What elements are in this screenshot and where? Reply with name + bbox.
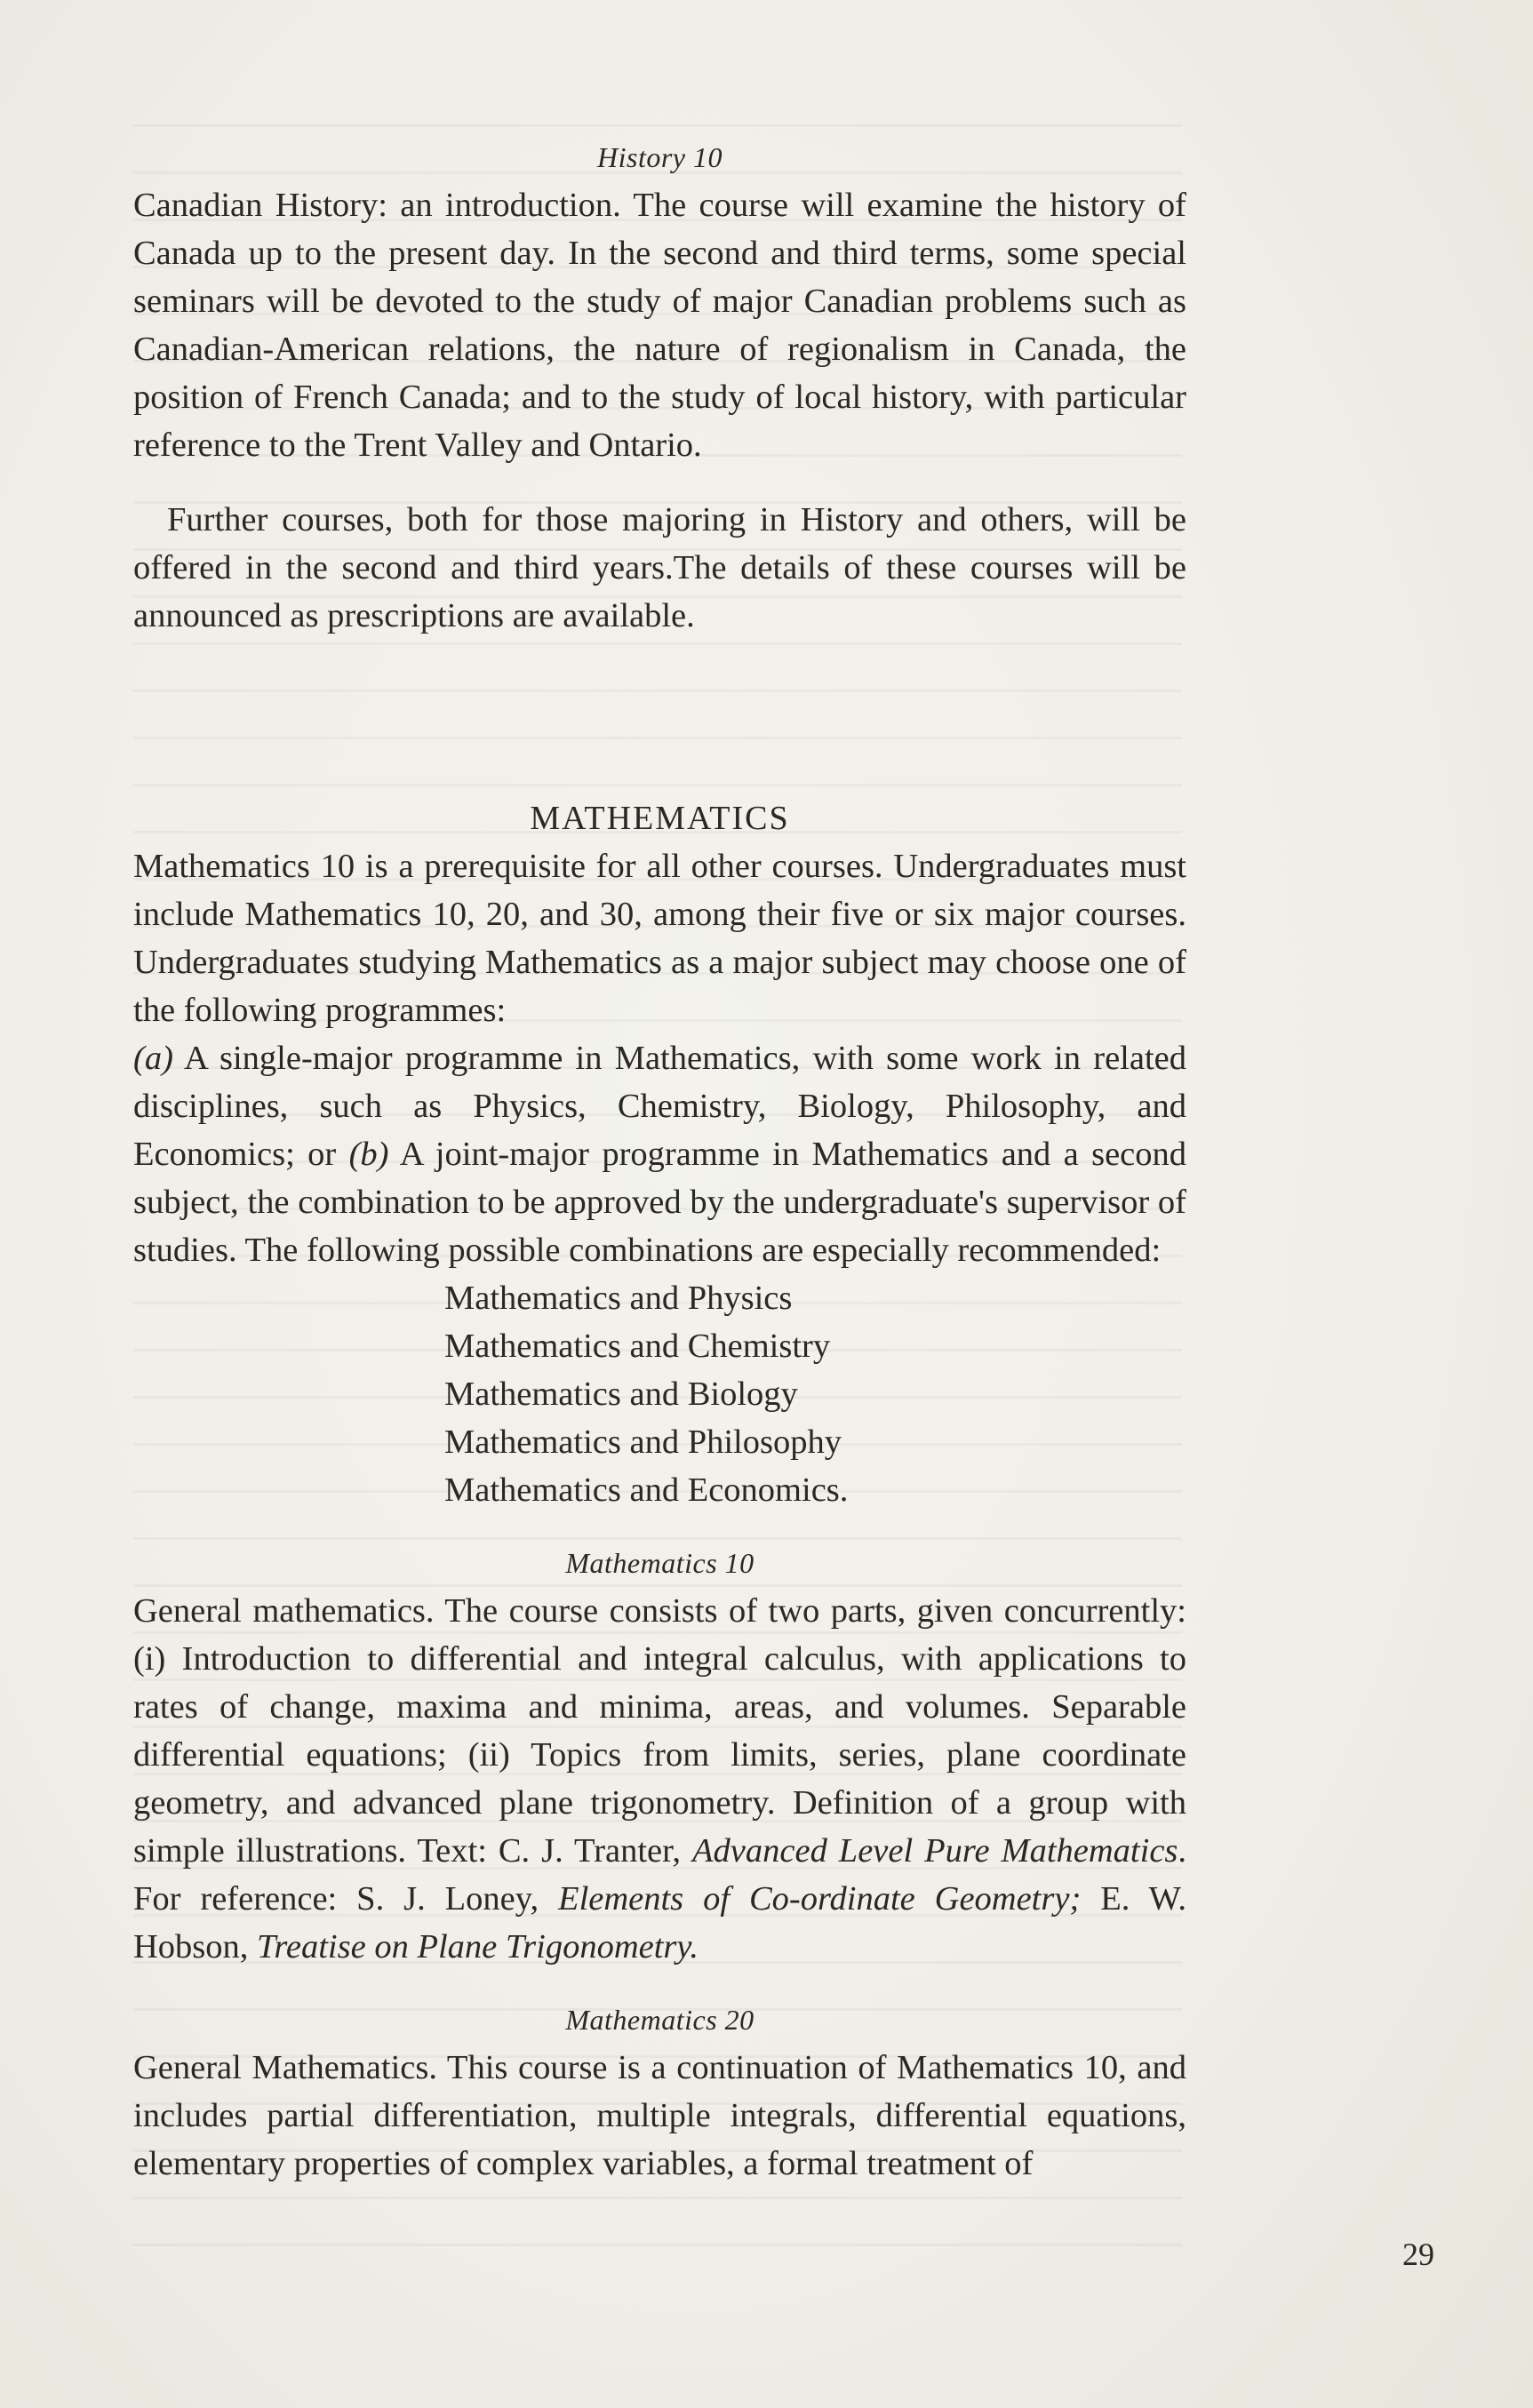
mathematics-20-heading: Mathematics 20 (565, 2004, 755, 2036)
programme-b: A joint-major programme in Mathematics and a second subject, the combination to be approved by the undergraduate's supervisor of studies. The following possible combinations are especially recommended: (133, 1136, 1186, 1269)
history-10-heading: History 10 (597, 141, 723, 173)
history-10-description: Canadian History: an introduction. The course will examine the history of Canada up to the present day. In the second and third terms, some special seminars will be devoted to the study of major Canadian problems such as Canadian-American relations, the nature of regionalism in Canada, the position of French Canada; and to the study of local history, with particular reference to the Trent Valley and Ontario. (133, 187, 1186, 464)
math10-ref-mid: E. W. Hobson, (133, 1880, 1186, 1965)
book-title: Elements of Co-ordinate Geometry; (558, 1880, 1082, 1918)
combinations-list (133, 1274, 1186, 1514)
combination-item: Mathematics and Chemistry (444, 1328, 831, 1365)
book-title: Advanced Level Pure Mathematics (692, 1832, 1178, 1870)
combination-item: Mathematics and Biology (444, 1375, 798, 1413)
mathematics-10-description (133, 1587, 1186, 1971)
mathematics-20-description: General Mathematics. This course is a continuation of Mathematics 10, and includes partial differentiation, multiple integrals, differential equations, elementary properties of complex variables, a formal treatment of (133, 2049, 1186, 2182)
label-a: (a) (133, 1040, 173, 1077)
math10-text: General mathematics. The course consists of two parts, given concurrently: (i) Introduction to differential and integral calculus, with applications to rates of change, maxima and minima, areas, and volumes. Separable differential equations; (ii) Topics from limits, series, plane coordinate geometry, and advanced plane trigonometry. Definition of a group with simple illustrations. Text: C. J. Tranter, (133, 1592, 1186, 1870)
programme-a: A single-major programme in Mathematics, with some work in related disciplines, such as Physics, Chemistry, Biology, Philosophy, and Economics; or (133, 1040, 1186, 1173)
mathematics-10-heading: Mathematics 10 (565, 1547, 755, 1579)
history-further-courses: Further courses, both for those majoring in History and others, will be offered in the second and third years.The details of these courses will be announced as prescriptions are available. (133, 501, 1186, 634)
mathematics-section-title: MATHEMATICS (530, 800, 790, 837)
math10-ref-lead: . For reference: S. J. Loney, (133, 1832, 1187, 1918)
text-column (133, 133, 1186, 2188)
combination-item: Mathematics and Philosophy (444, 1423, 842, 1461)
mathematics-programmes (133, 1034, 1186, 1274)
mathematics-intro: Mathematics 10 is a prerequisite for all other courses. Undergraduates must include Mathematics 10, 20, and 30, among their five or six major courses. Undergraduates studying Mathematics as a major subject may choose one of the following programmes: (133, 848, 1186, 1029)
combination-item: Mathematics and Physics (444, 1280, 793, 1317)
book-title: Treatise on Plane Trigonometry. (257, 1928, 699, 1965)
page-number: 29 (1402, 2237, 1434, 2272)
label-b: (b) (348, 1136, 389, 1173)
combination-item: Mathematics and Economics. (444, 1471, 849, 1509)
